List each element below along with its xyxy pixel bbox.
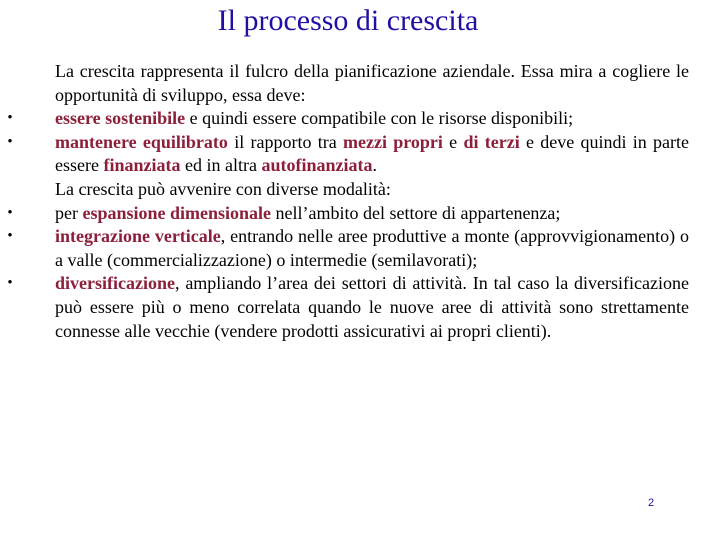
highlighted-term: integrazione verticale (55, 226, 221, 247)
paragraph-text (55, 178, 689, 202)
highlighted-term: diversificazione (55, 273, 175, 294)
highlighted-term: di terzi (463, 131, 520, 152)
bullet-item (7, 202, 689, 226)
bullet-item (7, 272, 689, 343)
text-run: La crescita può avvenire con diverse modalità: (55, 178, 391, 199)
highlighted-term: espansione dimensionale (82, 202, 272, 223)
text-run: e deve quindi in parte essere (55, 131, 690, 176)
bullet-dot-icon: • (7, 275, 13, 292)
highlighted-term: finanziata (103, 155, 181, 176)
text-run: e quindi essere compatibile con le risorse disponibili; (185, 108, 574, 129)
paragraph (55, 178, 689, 202)
paragraph-text (55, 131, 689, 178)
slide-body (7, 60, 690, 343)
bullet-dot-icon: • (7, 110, 13, 127)
bullet-item (7, 107, 689, 131)
bullet-item (7, 131, 690, 178)
paragraph-text (55, 225, 689, 272)
bullet-item (7, 225, 689, 272)
text-run: ed in altra (180, 155, 262, 176)
text-run: per (55, 202, 83, 223)
paragraph-text (55, 60, 689, 107)
text-run: . (372, 155, 377, 176)
paragraph (55, 60, 689, 107)
paragraph-text (55, 202, 689, 226)
highlighted-term: essere sostenibile (55, 108, 186, 129)
paragraph-text (55, 272, 689, 343)
text-run: nell’ambito del settore di appartenenza; (271, 202, 561, 223)
bullet-dot-icon: • (7, 204, 13, 221)
highlighted-term: mantenere equilibrato (55, 131, 228, 152)
page-number: 2 (648, 497, 655, 509)
text-run: , entrando nelle aree produttive a monte (approvvigionamento) o a valle (commercializzazione) o intermedie (semilavorati); (55, 226, 689, 270)
text-run: La crescita rappresenta il fulcro della pianificazione aziendale. Essa mira a cogliere le opportunità di sviluppo, essa deve: (55, 61, 689, 105)
bullet-dot-icon: • (7, 228, 13, 245)
bullet-dot-icon: • (7, 133, 13, 150)
text-run: e (442, 131, 464, 152)
highlighted-term: mezzi propri (342, 131, 443, 152)
highlighted-term: autofinanziata (261, 155, 373, 176)
text-run: , ampliando l’area dei settori di attività. In tal caso la diversificazione può essere più o meno correlata quando le nuove aree di attività sono strettamente connesse alle vecchie (vendere prodotti assicurativi ai propri clienti). (55, 273, 689, 341)
slide-title: Il processo di crescita (217, 4, 479, 37)
text-run: il rapporto tra (227, 131, 343, 152)
paragraph-text (55, 107, 689, 131)
